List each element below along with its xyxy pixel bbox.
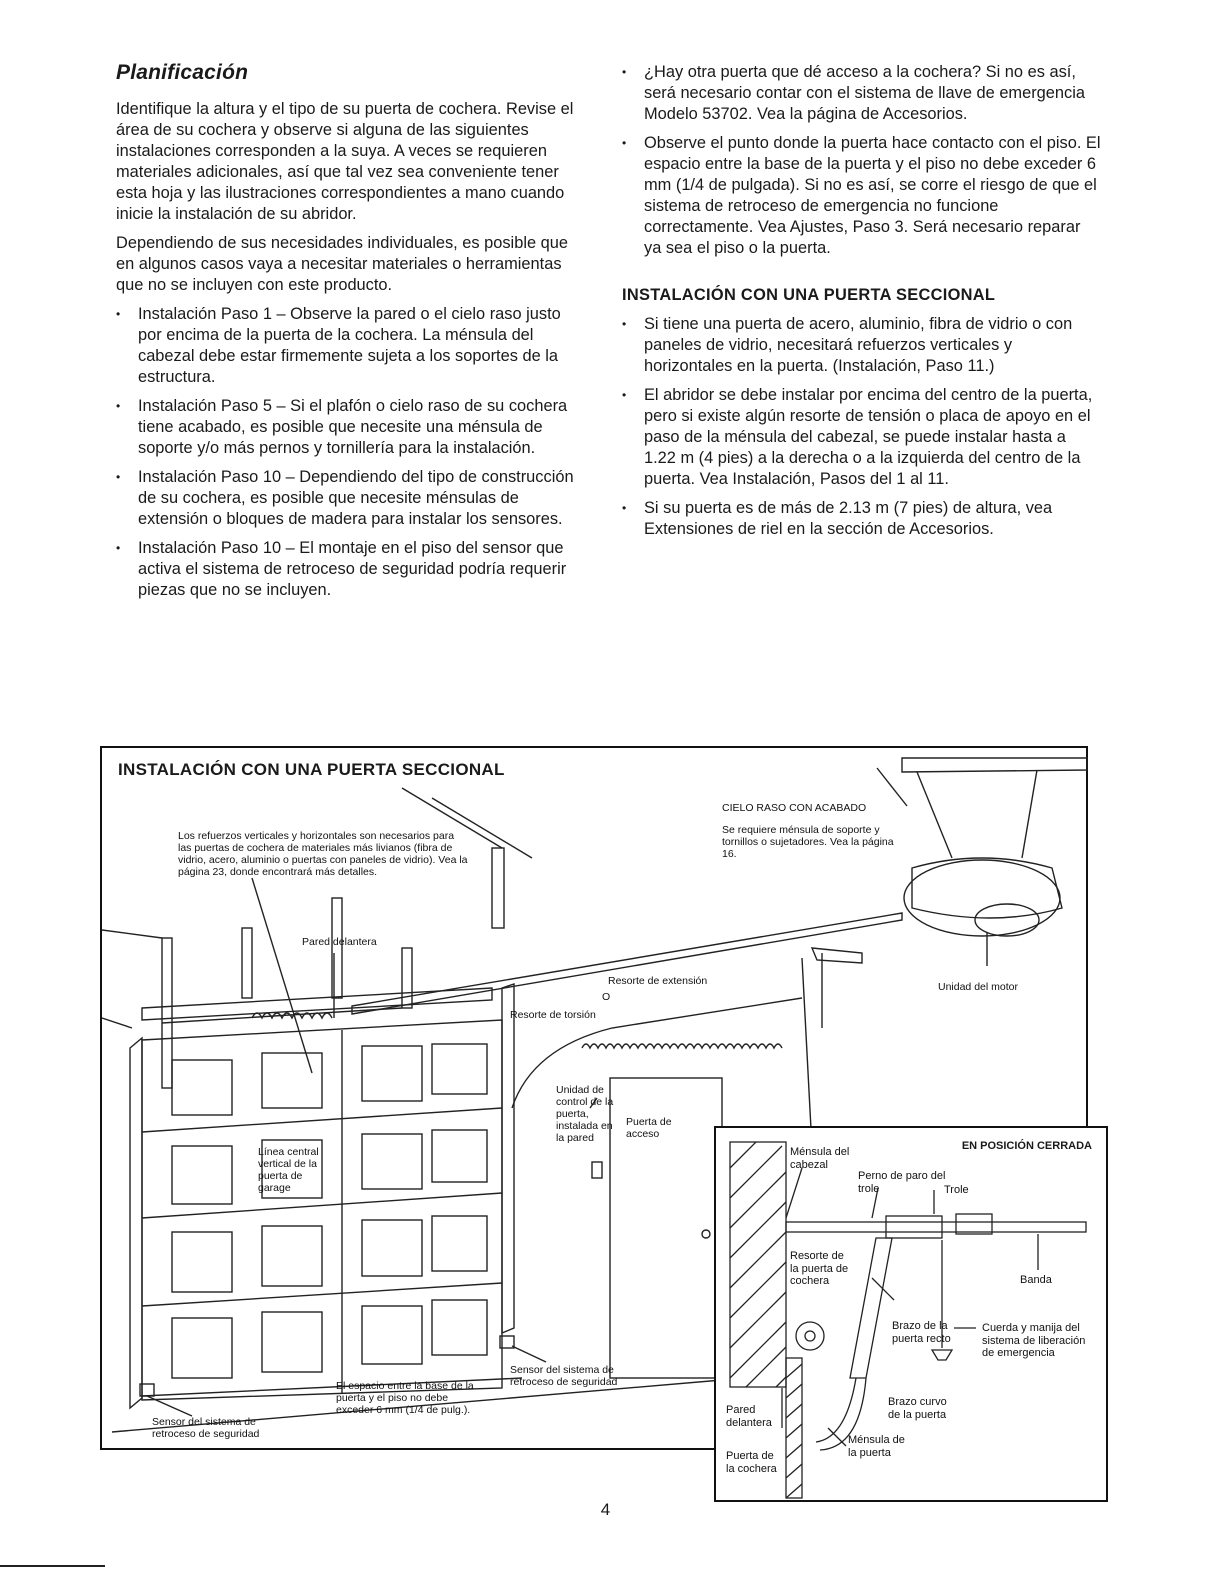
bullet-item: • Instalación Paso 10 – El montaje en el piso del sensor que activa el sistema de retroceso de seguridad podría requerir piezas que no se incluyen. xyxy=(116,538,586,601)
inset-title: EN POSICIÓN CERRADA xyxy=(961,1140,1092,1152)
closed-position-inset xyxy=(714,1126,1108,1502)
needs-paragraph: Dependiendo de sus necesidades individuales, es posible que en algunos casos vaya a necesitar materiales o herramientas que no se incluyen con este producto. xyxy=(116,234,568,294)
front-wall-label: Pared delantera xyxy=(302,936,377,948)
access-door-label: Puerta de acceso xyxy=(626,1116,672,1140)
intro-paragraph: Identifique la altura y el tipo de su puerta de cochera. Revise el área de su cochera y observe si alguna de las siguientes instalaciones corresponden a la suya. A veces se requieren materiales adicionales, así que tal vez sea conveniente tener esta hoja y las ilustraciones correspondientes a mano cuando inicie la instalación de su abridor. xyxy=(116,100,574,223)
bullet-item: • Instalación Paso 10 – Dependiendo del tipo de construcción de su cochera, es posible que necesite ménsulas de extensión o bloques de madera para instalar los sensores. xyxy=(116,467,586,530)
header-bracket-label: Ménsula del cabezal xyxy=(790,1146,850,1171)
planning-bullets xyxy=(116,304,586,601)
bullet-item: • Observe el punto donde la puerta hace contacto con el piso. El espacio entre la base de la puerta y el piso no debe exceder 6 mm (1/4 de pulgada). Si no es así, se corre el riesgo de que el sistema de retroceso de emergencia no funcione correctamente. Vea Ajustes, Paso 3. Será necesario reparar ya sea el piso o la puerta. xyxy=(622,133,1102,259)
curved-arm-label: Brazo curvo de la puerta xyxy=(888,1396,947,1421)
left-column xyxy=(116,62,586,609)
bullet-item: • Si su puerta es de más de 2.13 m (7 pies) de altura, vea Extensiones de riel en la sección de Accesorios. xyxy=(622,498,1102,540)
finished-ceiling-label: CIELO RASO CON ACABADO xyxy=(722,802,867,814)
garage-door-label: Puerta de la cochera xyxy=(726,1450,777,1475)
figure-title: INSTALACIÓN CON UNA PUERTA SECCIONAL xyxy=(118,760,505,779)
extension-spring-label: Resorte de extensión xyxy=(608,975,708,987)
door-gap-note: El espacio entre la base de la puerta y el piso no debe exceder 6 mm (1/4 de pulg.). xyxy=(336,1380,474,1416)
release-cord-label: Cuerda y manija del sistema de liberación de emergencia xyxy=(982,1322,1086,1359)
bullet-item: • Instalación Paso 1 – Observe la pared o el cielo raso justo por encima de la puerta de la cochera. La ménsula del cabezal debe estar firmemente sujeta a los soportes de la estructura. xyxy=(116,304,586,388)
left-sensor-label: Sensor del sistema de retroceso de seguridad xyxy=(152,1416,260,1440)
motor-unit-label: Unidad del motor xyxy=(938,981,1018,993)
right-column xyxy=(622,62,1102,548)
requirements-bullets xyxy=(622,62,1102,259)
or-label: O xyxy=(602,991,611,1003)
footer-rule xyxy=(0,1565,105,1567)
sectional-door-bullets xyxy=(622,314,1102,540)
bullet-item: • ¿Hay otra puerta que dé acceso a la cochera? Si no es así, será necesario contar con el sistema de llave de emergencia Modelo 53702. Vea la página de Accesorios. xyxy=(622,62,1102,125)
planning-heading: Planificación xyxy=(116,61,249,84)
centerline-label: Línea central vertical de la puerta de garage xyxy=(258,1146,319,1194)
trolley-stop-bolt-label: Perno de paro del trole xyxy=(858,1170,946,1195)
door-control-label: Unidad de control de la puerta, instalada en la pared xyxy=(556,1084,614,1144)
belt-label: Banda xyxy=(1020,1274,1052,1286)
sectional-door-heading: INSTALACIÓN CON UNA PUERTA SECCIONAL xyxy=(622,286,996,304)
page-number: 4 xyxy=(600,1500,611,1519)
ceiling-bracket-note: Se requiere ménsula de soporte y tornillos o sujetadores. Vea la página 16. xyxy=(722,824,894,860)
torsion-spring-label: Resorte de torsión xyxy=(510,1009,596,1021)
trolley-label: Trole xyxy=(944,1184,969,1196)
reinforcement-note: Los refuerzos verticales y horizontales son necesarios para las puertas de cochera de materiales más livianos (fibra de vidrio, acero, aluminio o puertas con paneles de vidrio). Vea la página 23, donde encontrará más detalles. xyxy=(178,830,468,878)
bullet-item: • El abridor se debe instalar por encima del centro de la puerta, pero si existe algún resorte de tensión o placa de apoyo en el paso de la ménsula del cabezal, se puede instalar hasta a 1.22 m (4 pies) a la derecha o a la izquierda del centro de la puerta. Vea Instalación, Pasos del 1 al 11. xyxy=(622,385,1102,490)
bullet-item: • Si tiene una puerta de acero, aluminio, fibra de vidrio o con paneles de vidrio, necesitará refuerzos verticales y horizontales en la puerta. (Instalación, Paso 11.) xyxy=(622,314,1102,377)
straight-arm-label: Brazo de la puerta recto xyxy=(892,1320,951,1345)
door-bracket-label: Ménsula de la puerta xyxy=(848,1434,905,1459)
bullet-item: • Instalación Paso 5 – Si el plafón o cielo raso de su cochera tiene acabado, es posible que necesite una ménsula de soporte y/o más pernos y tornillería para la instalación. xyxy=(116,396,586,459)
door-spring-label: Resorte de la puerta de cochera xyxy=(790,1250,849,1287)
inset-front-wall-label: Pared delantera xyxy=(726,1404,772,1429)
right-sensor-label: Sensor del sistema de retroceso de seguridad xyxy=(510,1364,618,1388)
